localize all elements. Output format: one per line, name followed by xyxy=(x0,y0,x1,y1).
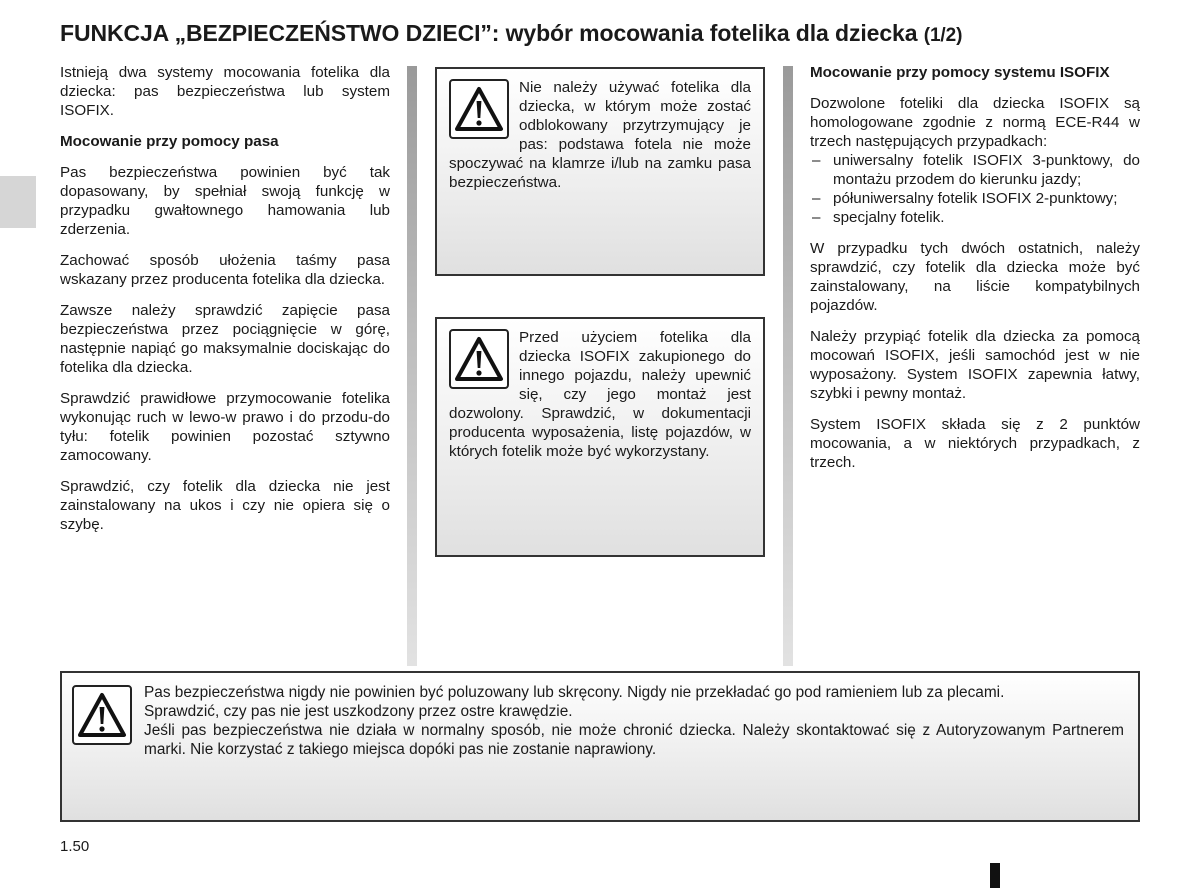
paragraph: Pas bezpieczeństwa powinien być tak dopasowany, by spełniał swoją funkcję w przypadku gwałtownego hamowania lub zderzenia. xyxy=(60,164,390,238)
list-item: – specjalny fotelik. xyxy=(810,208,1140,227)
list-item: – uniwersalny fotelik ISOFIX 3-punktowy, do montażu przodem do kierunku jazdy; xyxy=(810,151,1140,189)
list-item: – półuniwersalny fotelik ISOFIX 2-punktowy; xyxy=(810,189,1140,208)
warning-line: Jeśli pas bezpieczeństwa nie działa w normalny sposób, nie może chronić dziecka. Należy skontaktować się z Autoryzowanym Partnerem marki. Nie korzystać z takiego miejsca dopóki pas nie zostanie naprawiony. xyxy=(144,722,1124,758)
warning-line: Sprawdzić, czy pas nie jest uszkodzony przez ostre krawędzie. xyxy=(144,703,573,720)
paragraph: System ISOFIX składa się z 2 punktów mocowania, a w niektórych przypadkach, z trzech. xyxy=(810,416,1140,471)
column-divider xyxy=(783,66,793,666)
page-edge-marker xyxy=(990,863,1000,888)
paragraph: W przypadku tych dwóch ostatnich, należy sprawdzić, czy fotelik dla dziecka może być zainstalowany, na liście kompatybilnych pojazdów. xyxy=(810,240,1140,314)
right-column xyxy=(810,63,1140,484)
paragraph: Sprawdzić prawidłowe przymocowanie fotelika wykonując ruch w lewo-w prawo i do przodu-do tyłu: fotelik powinien pozostać sztywno zamocowany. xyxy=(60,390,390,464)
warning-box-belt-release xyxy=(435,67,765,276)
warning-text: Przed użyciem fotelika dla dziecka ISOFIX zakupionego do innego pojazdu, należy upewnić się, czy jego montaż jest dozwolony. Sprawdzić, w dokumentacji producenta wyposażenia, listę pojazdów, w których fotelik może być wykorzystany. xyxy=(449,329,751,460)
paragraph: Należy przypiąć fotelik dla dziecka za pomocą mocowań ISOFIX, jeśli samochód jest w nie wyposażony. System ISOFIX zapewnia łatwy, szybki i pewny montaż. xyxy=(810,328,1140,402)
title-part-indicator: (1/2) xyxy=(923,25,963,46)
warning-box-isofix-compatibility xyxy=(435,317,765,557)
page-number: 1.50 xyxy=(60,838,90,855)
page-title xyxy=(60,20,1160,47)
paragraph: Zachować sposób ułożenia taśmy pasa wskazany przez producenta fotelika dla dziecka. xyxy=(60,252,390,288)
section-heading-belt: Mocowanie przy pomocy pasa xyxy=(60,133,279,150)
left-column xyxy=(60,63,390,546)
warning-triangle-icon xyxy=(449,79,509,139)
paragraph: Dozwolone foteliki dla dziecka ISOFIX są homologowane zgodnie z normą ECE-R44 w trzech następujących przypadkach: xyxy=(810,95,1140,150)
paragraph: Zawsze należy sprawdzić zapięcie pasa bezpieczeństwa przez pociągnięcie w górę, następnie napiąć go maksymalnie dociskając do fotelika dla dziecka. xyxy=(60,302,390,376)
intro-paragraph: Istnieją dwa systemy mocowania fotelika dla dziecka: pas bezpieczeństwa lub system ISOFIX. xyxy=(60,64,390,119)
warning-text xyxy=(144,683,1124,759)
paragraph: Sprawdzić, czy fotelik dla dziecka nie jest zainstalowany na ukos i czy nie opiera się o szybę. xyxy=(60,478,390,533)
column-divider xyxy=(407,66,417,666)
warning-box-belt-condition xyxy=(60,671,1140,822)
title-main: FUNKCJA „BEZPIECZEŃSTWO DZIECI”: wybór mocowania fotelika dla dziecka xyxy=(60,20,918,46)
section-heading-isofix: Mocowanie przy pomocy systemu ISOFIX xyxy=(810,64,1110,81)
warning-text: Nie należy używać fotelika dla dziecka, w którym może zostać odblokowany przytrzymujący je pas: podstawa fotela nie może spoczywać na klamrze i/lub na zamku pasa bezpieczeństwa. xyxy=(449,79,751,191)
isofix-category-list xyxy=(810,151,1140,227)
warning-triangle-icon xyxy=(72,685,132,745)
warning-triangle-icon xyxy=(449,329,509,389)
warning-line: Pas bezpieczeństwa nigdy nie powinien być poluzowany lub skręcony. Nigdy nie przekładać go pod ramieniem lub za plecami. xyxy=(144,684,1005,701)
section-tab-marker xyxy=(0,176,36,228)
